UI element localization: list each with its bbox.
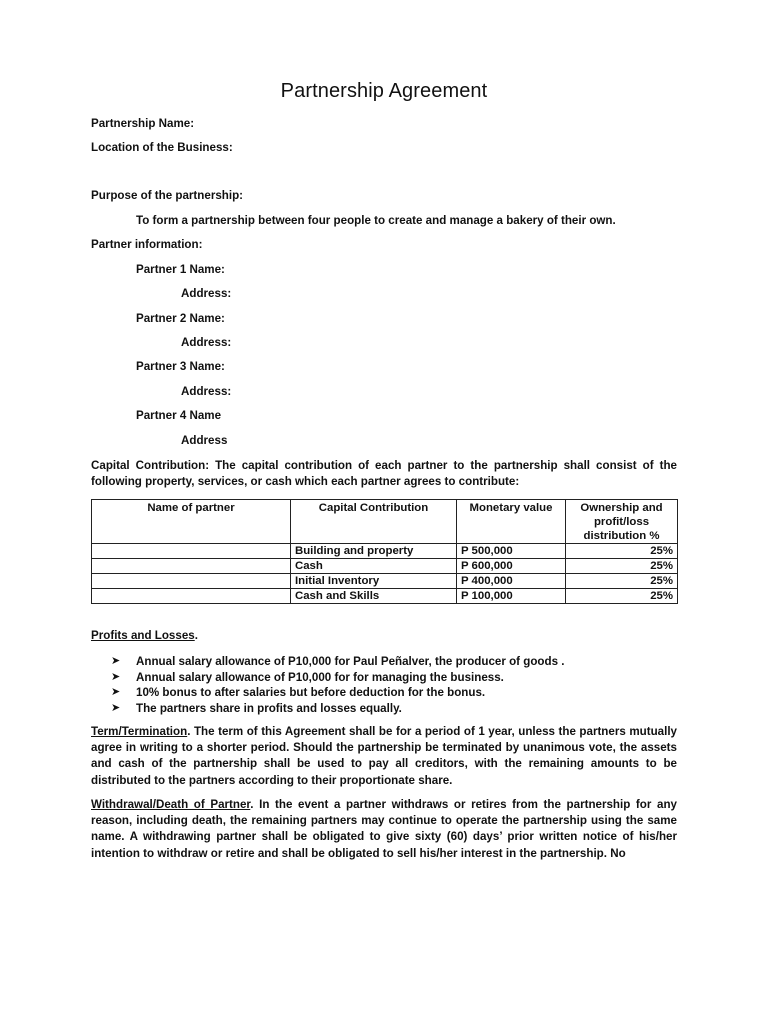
capital-contribution-table: [91, 499, 678, 604]
header-monetary-value: Monetary value: [457, 500, 566, 544]
partner-2-address-label: Address:: [181, 336, 232, 349]
document-title: Partnership Agreement: [280, 80, 488, 102]
arrow-bullet-icon: ➤: [111, 670, 121, 683]
cell-contribution: Building and property: [291, 544, 457, 559]
withdrawal-heading: Withdrawal/Death of Partner: [91, 798, 251, 811]
arrow-bullet-icon: ➤: [111, 686, 121, 699]
cell-monetary-value: P 400,000: [457, 574, 566, 589]
cell-share: 25%: [566, 544, 678, 559]
profits-heading-suffix: .: [194, 629, 198, 642]
withdrawal-paragraph: [91, 797, 677, 862]
partner-4-name-label: Partner 4 Name: [136, 409, 222, 422]
capital-contribution-intro: Capital Contribution: The capital contribution of each partner to the partnership shall consist of the following property, services, or cash which each partner agrees to contribute:: [91, 459, 677, 489]
partner-info-label: Partner information:: [91, 238, 203, 251]
arrow-bullet-icon: ➤: [111, 655, 121, 667]
bullet-text: Annual salary allowance of P10,000 for for managing the business.: [136, 670, 504, 684]
bullet-text: 10% bonus to after salaries but before deduction for the bonus.: [136, 686, 486, 700]
partnership-name-label: Partnership Name:: [91, 117, 195, 130]
partner-3-address-label: Address:: [181, 385, 232, 398]
list-item: [91, 701, 677, 717]
cell-contribution: Cash and Skills: [291, 589, 457, 604]
partner-3-name-label: Partner 3 Name:: [136, 360, 225, 373]
cell-partner-name: [92, 589, 291, 604]
partner-1-name-label: Partner 1 Name:: [136, 263, 225, 276]
cell-share: 25%: [566, 574, 678, 589]
cell-contribution: Cash: [291, 559, 457, 574]
table-row: [92, 559, 678, 574]
arrow-bullet-icon: ➤: [111, 701, 121, 714]
partner-2-name-label: Partner 2 Name:: [136, 312, 225, 325]
cell-partner-name: [92, 544, 291, 559]
table-row: [92, 574, 678, 589]
cell-share: 25%: [566, 559, 678, 574]
term-paragraph: [91, 724, 677, 789]
header-capital-contribution: Capital Contribution: [291, 500, 457, 544]
location-label: Location of the Business:: [91, 141, 233, 154]
cell-monetary-value: P 600,000: [457, 559, 566, 574]
profits-heading: Profits and Losses: [91, 629, 195, 642]
cell-monetary-value: P 500,000: [457, 544, 566, 559]
term-text: . The term of this Agreement shall be for a period of 1 year, unless the partners mutually agree in writing to a shorter period. Should the partnership be terminated by unanimous vote, the assets and cash of the partnership shall be used to pay all creditors, with the remaining amounts to be distributed to the partners according to their proportionate share.: [91, 725, 677, 787]
term-heading: Term/Termination: [91, 725, 188, 738]
withdrawal-text: . In the event a partner withdraws or retires from the partnership for any reason, including death, the remaining partners may continue to operate the partnership using the same name. A withdrawing partner shall be obligated to give sixty (60) days’ prior written notice of his/her intention to withdraw or retire and shall be obligated to sell his/her interest in the partnership. No: [91, 798, 677, 860]
header-name-of-partner: Name of partner: [92, 500, 291, 544]
bullet-text: Annual salary allowance of P10,000 for Paul Peñalver, the producer of goods .: [136, 655, 565, 668]
bullet-text: The partners share in profits and losses equally.: [136, 701, 402, 715]
list-item: [91, 685, 677, 701]
table-row: [92, 544, 678, 559]
cell-partner-name: [92, 559, 291, 574]
purpose-text: To form a partnership between four people to create and manage a bakery of their own.: [136, 214, 616, 227]
cell-monetary-value: P 100,000: [457, 589, 566, 604]
purpose-label: Purpose of the partnership:: [91, 189, 244, 202]
header-ownership-distribution: Ownership and profit/loss distribution %: [566, 500, 678, 544]
partner-1-address-label: Address:: [181, 287, 232, 300]
list-item: [91, 654, 677, 670]
list-item: [91, 670, 677, 686]
cell-contribution: Initial Inventory: [291, 574, 457, 589]
cell-share: 25%: [566, 589, 678, 604]
cell-partner-name: [92, 574, 291, 589]
partner-4-address-label: Address: [181, 434, 228, 447]
table-header-row: [92, 500, 678, 544]
profits-bullet-list: [91, 654, 677, 716]
profits-heading-line: [91, 629, 198, 642]
table-row: [92, 589, 678, 604]
